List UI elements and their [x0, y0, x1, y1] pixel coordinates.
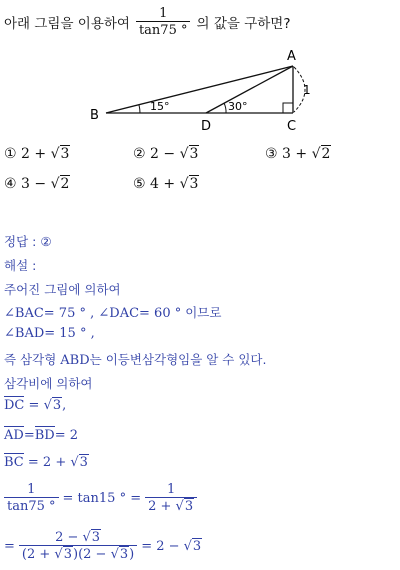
- triangle-figure: [0, 40, 400, 135]
- choice-1[interactable]: [4, 146, 70, 162]
- choice-term: 3: [21, 176, 30, 192]
- line-2-suffix: 이므로: [185, 305, 222, 320]
- choice-5[interactable]: [133, 176, 199, 192]
- equals: =: [28, 398, 40, 413]
- sqrt-expression: √3: [175, 499, 194, 514]
- line-4-a: 즉 삼각형: [4, 352, 57, 367]
- angle-b-label: 15°: [150, 100, 170, 113]
- choice-mark: ③: [265, 146, 278, 162]
- label-c: C: [287, 119, 297, 134]
- label-d: D: [201, 119, 212, 134]
- comma: ,: [62, 398, 67, 413]
- question-suffix: 의 값을 구하면?: [196, 16, 291, 32]
- equation-final: [4, 530, 202, 562]
- solution-line-4: [4, 350, 266, 368]
- choice-2[interactable]: [133, 146, 199, 162]
- solution-line-3: ∠BAD= 15 ° ,: [4, 326, 95, 341]
- choice-term: 3: [282, 146, 291, 162]
- sqrt-radicand: 3: [52, 398, 62, 413]
- sqrt-expression: √3: [110, 547, 129, 562]
- solution-line-1: 주어진 그림에 의하여: [4, 282, 121, 297]
- tan15-equals: = tan15 ° =: [62, 490, 142, 506]
- fraction-1-over-tan75: [4, 482, 59, 514]
- side-ac-label: 1: [303, 83, 311, 97]
- sqrt-radicand: 3: [192, 538, 202, 554]
- segment-dc: DC: [4, 398, 25, 413]
- sqrt-radicand: 3: [189, 146, 199, 162]
- question: [4, 6, 290, 38]
- sqrt-radicand: 3: [189, 176, 199, 192]
- triangle-name: ABD: [60, 353, 90, 368]
- right-angle-mark: [283, 103, 293, 113]
- sqrt-radicand: 3: [119, 547, 129, 562]
- sqrt-radicand: 3: [184, 499, 194, 514]
- frac-num: 1: [166, 482, 176, 497]
- label-a: A: [287, 49, 296, 64]
- equation-dc: [4, 398, 66, 413]
- sqrt-expression: √3: [70, 455, 88, 470]
- choice-op: +: [295, 146, 308, 162]
- equals-two: = 2: [54, 428, 78, 443]
- choice-term: 4: [150, 176, 159, 192]
- sqrt-expression: √3: [179, 146, 199, 162]
- choice-term: 2: [21, 146, 30, 162]
- answer-label: 정답 :: [4, 234, 37, 249]
- frac-num: 1: [27, 482, 36, 497]
- sqrt-expression: √3: [183, 538, 202, 554]
- choice-3[interactable]: [265, 146, 331, 162]
- angle-d-arc: [224, 103, 226, 113]
- sqrt-expression: √2: [311, 146, 331, 162]
- den-open: (2 +: [21, 547, 51, 562]
- question-frac-den: tan75 °: [136, 21, 191, 38]
- den-close: ): [129, 547, 135, 562]
- question-fraction: [136, 6, 191, 38]
- choice-mark: ⑤: [133, 176, 146, 192]
- question-prefix: 아래 그림을 이용하여: [4, 16, 130, 32]
- sqrt-expression: √2: [50, 176, 70, 192]
- line-4-c: 는 이등변삼각형임을 알 수 있다.: [89, 352, 267, 367]
- choice-mark: ②: [133, 146, 146, 162]
- equals: =: [23, 428, 35, 443]
- angle-b-arc: [139, 105, 140, 113]
- choice-mark: ①: [4, 146, 17, 162]
- equation-tan: [4, 482, 197, 514]
- solution-header: 해설 :: [4, 258, 37, 273]
- question-frac-num: 1: [159, 6, 168, 21]
- label-b: B: [90, 108, 99, 123]
- solution-line-5: 삼각비에 의하여: [4, 376, 93, 391]
- sqrt-expression: √3: [179, 176, 199, 192]
- choice-op: +: [163, 176, 176, 192]
- choice-op: −: [163, 146, 176, 162]
- equation-ad-bd: [4, 428, 78, 443]
- sqrt-expression: √3: [54, 547, 72, 562]
- sqrt-expression: √3: [50, 146, 70, 162]
- sqrt-radicand: 2: [321, 146, 331, 162]
- choice-mark: ④: [4, 176, 17, 192]
- equals: =: [4, 538, 15, 554]
- sqrt-radicand: 3: [60, 146, 70, 162]
- den-mid: )(2 −: [73, 547, 107, 562]
- frac-den: tan75 °: [4, 497, 59, 514]
- rationalized-fraction: [19, 530, 137, 562]
- angle-d-label: 30°: [228, 100, 248, 113]
- choice-4[interactable]: [4, 176, 70, 192]
- choice-op: +: [34, 146, 47, 162]
- segment-ad: AD: [4, 428, 24, 443]
- sqrt-expression: √3: [82, 530, 101, 545]
- bc-rhs: = 2 +: [27, 455, 67, 470]
- sqrt-radicand: 3: [91, 530, 101, 545]
- fraction-1-over-2-plus-root3: [145, 482, 197, 514]
- segment-ba: [106, 66, 293, 113]
- answer-line: [4, 232, 52, 250]
- frac-den: [145, 497, 197, 514]
- segment-bd: BD: [34, 428, 55, 443]
- sqrt-radicand: 3: [79, 455, 88, 470]
- segment-bc-label: BC: [4, 455, 24, 470]
- segment-da: [206, 66, 293, 113]
- choice-term: 2: [150, 146, 159, 162]
- result: = 2 −: [141, 538, 180, 554]
- angle-equation: ∠BAC= 75 ° , ∠DAC= 60 °: [4, 306, 182, 321]
- sqrt-expression: √3: [43, 398, 62, 413]
- den-term: 2 +: [148, 499, 172, 514]
- sqrt-radicand: 3: [63, 547, 72, 562]
- frac-den: [19, 545, 137, 562]
- sqrt-radicand: 2: [60, 176, 70, 192]
- frac-num: [52, 530, 104, 545]
- choice-op: −: [34, 176, 47, 192]
- num-term: 2 −: [55, 530, 79, 545]
- answer-value: ②: [40, 234, 52, 249]
- solution-line-2: [4, 303, 221, 321]
- equation-bc: [4, 455, 89, 470]
